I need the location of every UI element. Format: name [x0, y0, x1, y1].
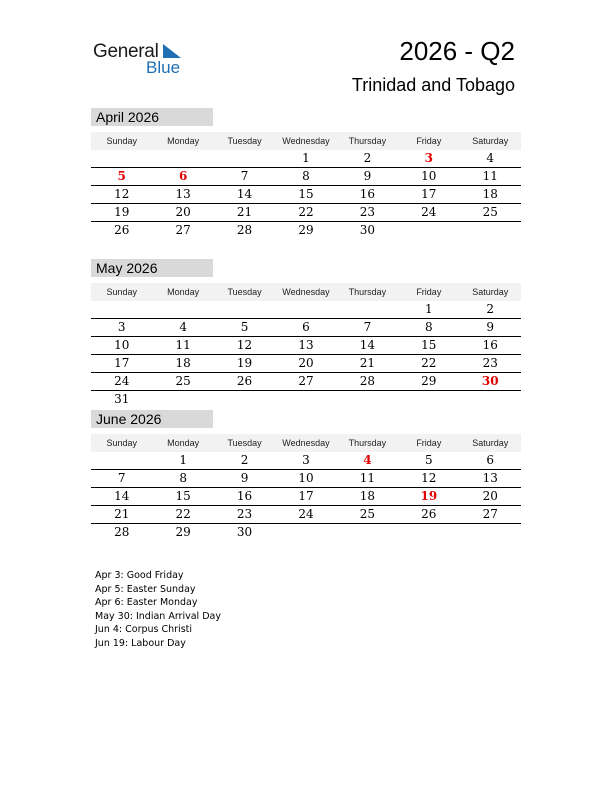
week-row — [91, 391, 521, 408]
week-row — [91, 355, 521, 373]
weekday-header-row — [91, 132, 521, 150]
date-cell: 11 — [175, 338, 191, 352]
date-cell: 1 — [179, 453, 187, 467]
date-cell: 8 — [425, 320, 433, 334]
date-cell: 17 — [298, 489, 314, 503]
page-title: 2026 - Q2 — [399, 36, 515, 66]
weekday-label: Wednesday — [282, 438, 330, 448]
date-cell: 31 — [114, 392, 130, 406]
weekday-label: Wednesday — [282, 136, 330, 146]
month-may — [91, 259, 521, 408]
date-cell: 21 — [236, 205, 253, 219]
holiday-note: Jun 19: Labour Day — [95, 637, 186, 649]
date-cell: 19 — [114, 205, 130, 219]
date-cell: 17 — [114, 356, 130, 370]
date-cell: 26 — [236, 374, 253, 388]
date-cell: 12 — [114, 187, 130, 201]
date-cell: 5 — [425, 453, 433, 467]
month-june — [91, 410, 521, 541]
date-cell — [152, 301, 213, 318]
date-cell: 21 — [359, 356, 376, 370]
weekday-label: Tuesday — [227, 136, 262, 146]
month-header: April 2026 — [91, 108, 213, 126]
date-cell: 4 — [486, 151, 495, 165]
date-cell: 28 — [114, 525, 130, 539]
date-cell: 23 — [236, 507, 253, 521]
holiday-date-cell: 5 — [117, 169, 126, 183]
weekday-label: Tuesday — [227, 287, 262, 297]
weekday-label: Saturday — [472, 287, 509, 297]
week-row — [91, 168, 521, 186]
weekday-label: Sunday — [106, 287, 137, 297]
holiday-note: Apr 3: Good Friday — [95, 570, 184, 581]
date-cell: 27 — [298, 374, 314, 388]
date-cell: 14 — [114, 489, 130, 503]
holiday-note: Apr 6: Easter Monday — [95, 597, 198, 608]
date-cell: 10 — [421, 169, 437, 183]
date-cell: 30 — [359, 223, 376, 237]
date-cell: 29 — [421, 374, 437, 388]
month-header: May 2026 — [91, 259, 213, 277]
holiday-date-cell: 4 — [363, 453, 372, 467]
generalblue-logo — [93, 40, 203, 80]
weekday-label: Saturday — [472, 136, 509, 146]
week-row — [91, 222, 521, 239]
date-cell: 2 — [240, 453, 249, 467]
country-name: Trinidad and Tobago — [351, 75, 515, 95]
date-cell: 11 — [482, 169, 498, 183]
weekday-header-row — [91, 283, 521, 301]
date-cell — [460, 391, 521, 408]
date-cell: 7 — [363, 320, 372, 334]
date-cell: 8 — [302, 169, 310, 183]
date-cell: 10 — [298, 471, 314, 485]
date-cell: 21 — [114, 507, 130, 521]
date-cell: 3 — [302, 453, 310, 467]
date-cell: 16 — [359, 187, 376, 201]
week-row — [91, 186, 521, 204]
holiday-date-cell: 6 — [178, 169, 188, 183]
date-cell: 9 — [486, 320, 495, 334]
weekday-label: Friday — [416, 136, 442, 146]
weekday-label: Monday — [167, 438, 200, 448]
date-cell — [214, 301, 275, 318]
date-cell — [275, 524, 336, 541]
date-cell: 1 — [425, 302, 433, 316]
weekday-label: Thursday — [348, 438, 387, 448]
weekday-label: Thursday — [348, 287, 387, 297]
date-cell: 9 — [240, 471, 249, 485]
weekday-label: Sunday — [106, 136, 137, 146]
date-cell: 9 — [363, 169, 372, 183]
date-cell — [275, 301, 336, 318]
date-cell — [398, 391, 459, 408]
date-cell: 18 — [359, 489, 376, 503]
week-row — [91, 470, 521, 488]
week-row — [91, 150, 521, 168]
date-cell — [337, 524, 398, 541]
date-cell: 10 — [114, 338, 130, 352]
month-april — [91, 108, 521, 239]
date-cell: 4 — [179, 320, 187, 334]
date-cell: 18 — [175, 356, 191, 370]
date-cell — [152, 391, 213, 408]
date-cell: 12 — [236, 338, 253, 352]
date-cell: 17 — [421, 187, 437, 201]
date-cell: 22 — [298, 205, 314, 219]
date-cell — [91, 301, 152, 318]
logo-general-text: General — [93, 41, 159, 62]
date-cell: 11 — [359, 471, 376, 485]
weekday-label: Thursday — [348, 136, 387, 146]
date-cell: 24 — [421, 205, 437, 219]
date-cell — [152, 150, 213, 167]
date-cell: 19 — [236, 356, 253, 370]
date-cell: 3 — [117, 320, 126, 334]
weekday-label: Friday — [416, 287, 442, 297]
date-cell — [460, 222, 521, 239]
date-cell: 2 — [363, 151, 372, 165]
date-cell: 12 — [421, 471, 437, 485]
holiday-date-cell: 19 — [420, 489, 438, 503]
date-cell: 27 — [482, 507, 498, 521]
date-cell: 29 — [298, 223, 314, 237]
holiday-date-cell: 3 — [424, 151, 433, 165]
date-cell: 29 — [175, 525, 191, 539]
holiday-notes — [95, 569, 221, 650]
weekday-label: Friday — [416, 438, 442, 448]
week-row — [91, 488, 521, 506]
holiday-note: Apr 5: Easter Sunday — [95, 583, 196, 595]
date-cell — [337, 391, 398, 408]
week-row — [91, 301, 521, 319]
date-cell: 14 — [236, 187, 253, 201]
date-cell — [275, 391, 336, 408]
week-row — [91, 373, 521, 391]
date-cell — [91, 452, 152, 469]
date-cell: 6 — [302, 320, 310, 334]
date-cell — [91, 150, 152, 167]
date-cell: 20 — [175, 205, 191, 219]
date-cell — [214, 150, 275, 167]
month-header: June 2026 — [91, 410, 213, 428]
date-cell: 7 — [240, 169, 249, 183]
week-row — [91, 337, 521, 355]
date-cell — [460, 524, 521, 541]
logo-blue-text: Blue — [146, 58, 181, 77]
date-cell: 28 — [359, 374, 376, 388]
week-row — [91, 524, 521, 541]
date-cell: 15 — [421, 338, 437, 352]
date-cell: 1 — [302, 151, 310, 165]
holiday-note: May 30: Indian Arrival Day — [95, 610, 221, 622]
week-row — [91, 452, 521, 470]
date-cell — [398, 222, 459, 239]
date-cell: 23 — [359, 205, 376, 219]
date-cell — [398, 524, 459, 541]
week-row — [91, 319, 521, 337]
weekday-label: Tuesday — [227, 438, 262, 448]
date-cell: 2 — [486, 302, 495, 316]
date-cell: 18 — [482, 187, 498, 201]
date-cell: 13 — [482, 471, 498, 485]
date-cell — [214, 391, 275, 408]
weekday-label: Monday — [167, 287, 200, 297]
week-row — [91, 506, 521, 524]
date-cell: 23 — [482, 356, 498, 370]
date-cell: 5 — [240, 320, 249, 334]
date-cell: 26 — [114, 223, 130, 237]
week-row — [91, 204, 521, 222]
date-cell: 25 — [482, 205, 498, 219]
date-cell: 16 — [236, 489, 253, 503]
weekday-label: Sunday — [106, 438, 137, 448]
weekday-label: Saturday — [472, 438, 509, 448]
date-cell: 7 — [117, 471, 126, 485]
date-cell: 6 — [486, 453, 495, 467]
date-cell: 20 — [482, 489, 498, 503]
date-cell: 15 — [175, 489, 191, 503]
date-cell: 30 — [236, 525, 253, 539]
holiday-note: Jun 4: Corpus Christi — [95, 624, 193, 635]
weekday-label: Monday — [167, 136, 200, 146]
weekday-header-row — [91, 434, 521, 452]
date-cell: 22 — [421, 356, 437, 370]
date-cell: 14 — [359, 338, 376, 352]
date-cell: 24 — [114, 374, 130, 388]
date-cell: 16 — [482, 338, 498, 352]
weekday-label: Wednesday — [282, 287, 330, 297]
date-cell: 20 — [298, 356, 314, 370]
date-cell: 28 — [236, 223, 253, 237]
date-cell: 15 — [298, 187, 314, 201]
date-cell: 13 — [298, 338, 314, 352]
holiday-date-cell: 30 — [481, 374, 499, 388]
date-cell: 25 — [175, 374, 191, 388]
date-cell: 27 — [175, 223, 191, 237]
date-cell: 26 — [421, 507, 437, 521]
date-cell: 13 — [175, 187, 191, 201]
date-cell: 25 — [359, 507, 376, 521]
date-cell: 22 — [175, 507, 191, 521]
date-cell: 24 — [298, 507, 314, 521]
date-cell — [337, 301, 398, 318]
date-cell: 8 — [179, 471, 187, 485]
